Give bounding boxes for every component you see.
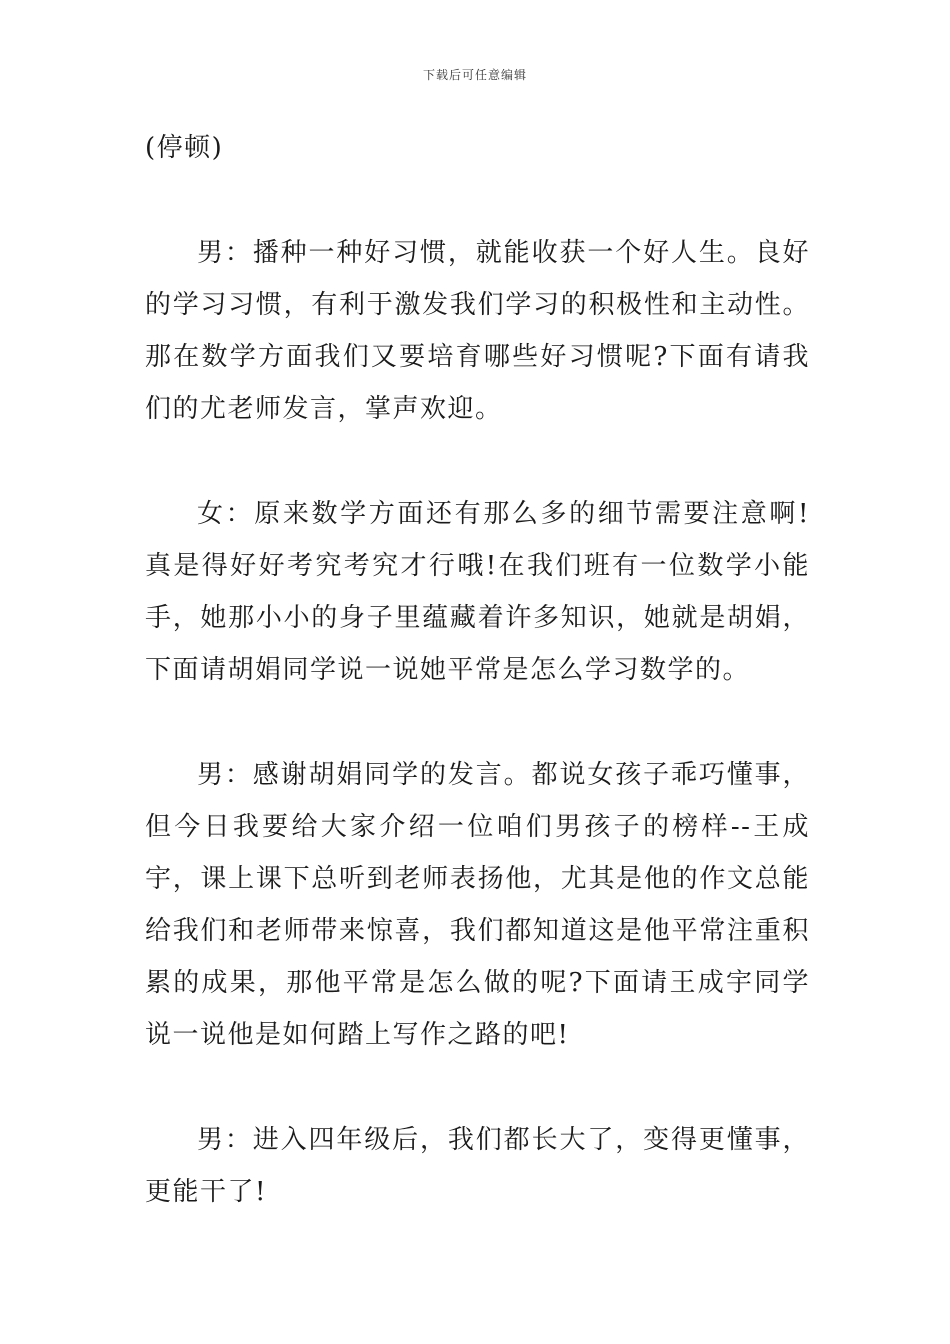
stage-direction: (停顿) — [145, 133, 224, 163]
header-note: 下载后可任意编辑 — [422, 68, 527, 82]
paragraph-2: 女：原来数学方面还有那么多的细节需要注意啊!真是得好好考究考究才行哦!在我们班有一位数学小能手，她那小小的身子里蕴藏着许多知识，她就是胡娟，下面请胡娟同学说一说她平常是怎么学习数学的。 — [145, 499, 810, 685]
paragraph-3: 男：感谢胡娟同学的发言。都说女孩子乖巧懂事，但今日我要给大家介绍一位咱们男孩子的榜样--王成宇，课上课下总听到老师表扬他，尤其是他的作文总能给我们和老师带来惊喜，我们都知道这是他平常注重积累的成果，那他平常是怎么做的呢?下面请王成宇同学说一说他是如何踏上写作之路的吧! — [145, 760, 810, 1050]
document-body — [145, 122, 810, 1271]
paragraph-1: 男：播种一种好习惯，就能收获一个好人生。良好的学习习惯，有利于激发我们学习的积极性和主动性。那在数学方面我们又要培育哪些好习惯呢?下面有请我们的尤老师发言，掌声欢迎。 — [145, 238, 810, 424]
paragraph-4: 男：进入四年级后，我们都长大了，变得更懂事，更能干了! — [145, 1125, 810, 1207]
